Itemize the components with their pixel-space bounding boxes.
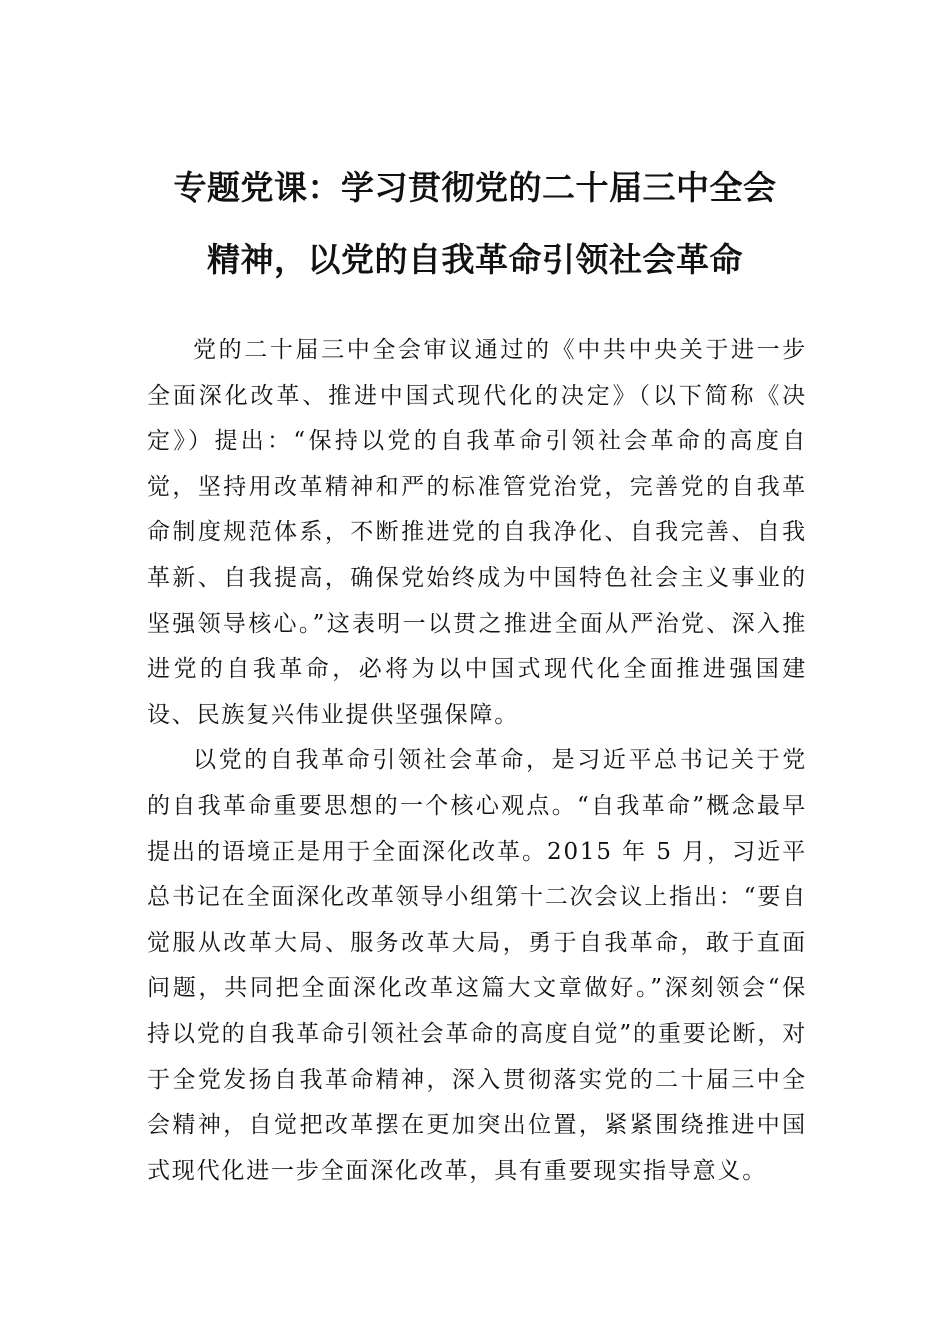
title-line-1: 专题党课：学习贯彻党的二十届三中全会 (173, 168, 777, 207)
document-title (120, 152, 830, 296)
paragraph-2: 以党的自我革命引领社会革命，是习近平总书记关于党的自我革命重要思想的一个核心观点。“自我革命”概念最早提出的语境正是用于全面深化改革。2015 年 5 月，习近平总书记在全面深化改革领导小组第十二次会议上指出：“要自觉服从改革大局、服务改革大局，勇于自我革命，敢于直面问题，共同把全面深化改革这篇大文章做好。”深刻领会“保持以党的自我革命引领社会革命的高度自觉”的重要论断，对于全党发扬自我革命精神，深入贯彻落实党的二十届三中全会精神，自觉把改革摆在更加突出位置，紧紧围绕推进中国式现代化进一步全面深化改革，具有重要现实指导意义。 (147, 747, 807, 1184)
document-body (147, 328, 807, 1194)
paragraph-1: 党的二十届三中全会审议通过的《中共中央关于进一步全面深化改革、推进中国式现代化的决定》（以下简称《决定》）提出：“保持以党的自我革命引领社会革命的高度自觉，坚持用改革精神和严的标准管党治党，完善党的自我革命制度规范体系，不断推进党的自我净化、自我完善、自我革新、自我提高，确保党始终成为中国特色社会主义事业的坚强领导核心。”这表明一以贯之推进全面从严治党、深入推进党的自我革命，必将为以中国式现代化全面推进强国建设、民族复兴伟业提供坚强保障。 (147, 337, 807, 728)
title-line-2: 精神，以党的自我革命引领社会革命 (207, 240, 743, 279)
